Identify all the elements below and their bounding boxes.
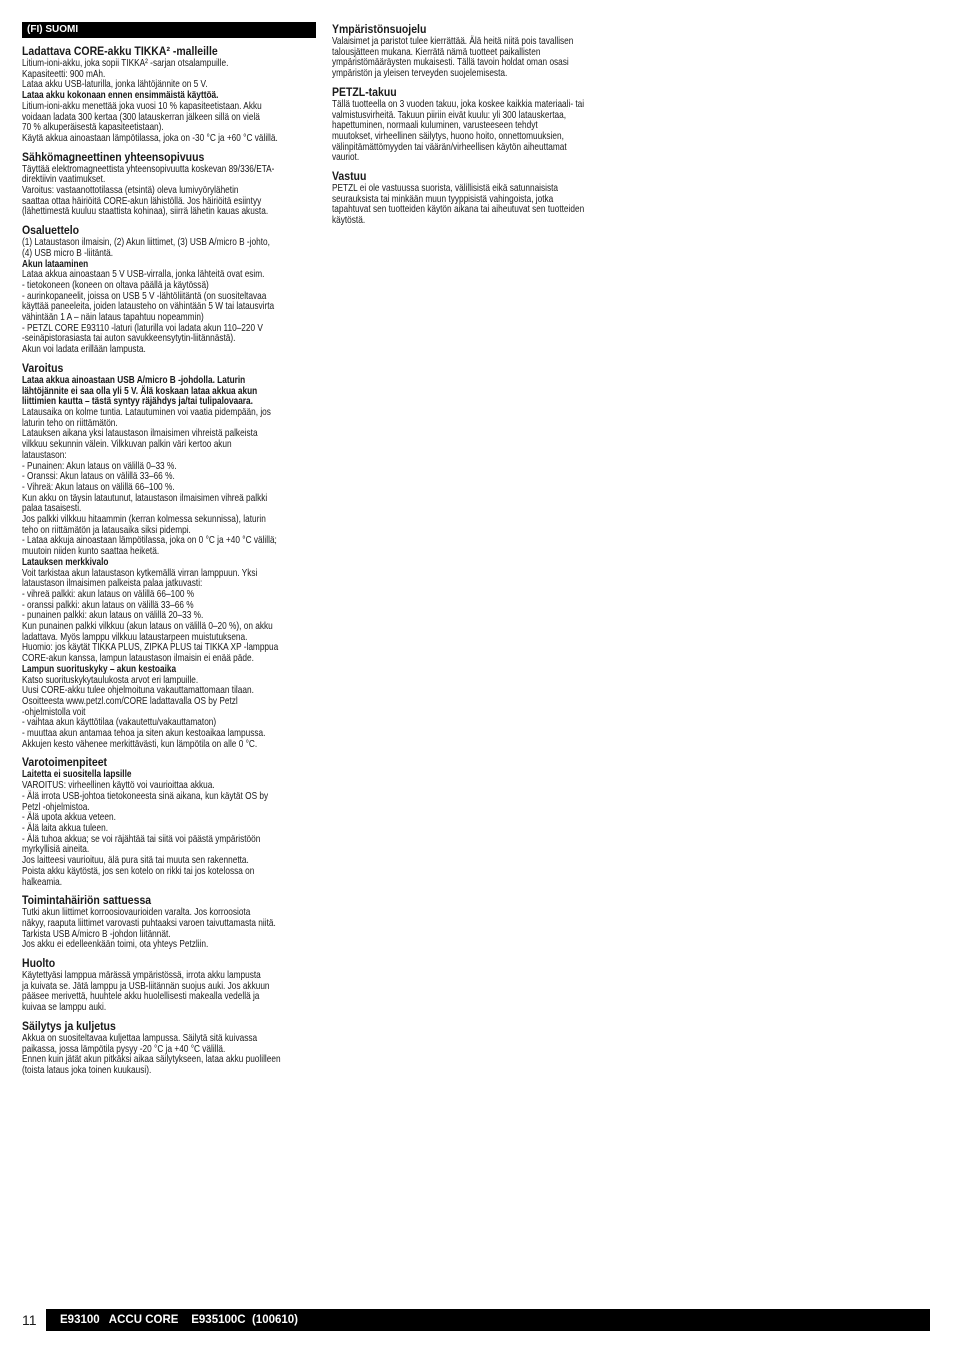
text-line: muutokset, virheellinen säilytys, huono hoito, onnettomuuksien, xyxy=(332,130,564,142)
text-line: muutoin niiden kunto saattaa heiketä. xyxy=(22,546,160,558)
section-heading: Vastuu xyxy=(332,169,367,184)
bold-text-line: Lataa akkua ainoastaan USB A/micro B -johdolla. Laturin xyxy=(22,374,246,386)
text-line: välinpitämättömyyden tai väärän/virheellisen käytön aiheuttamat xyxy=(332,141,567,153)
page-footer xyxy=(22,1309,930,1331)
text-line: valmistusvirheitä. Takuun piiriin eivät kuulu: yli 300 latauskertaa, xyxy=(332,109,567,121)
section-body xyxy=(22,1034,316,1077)
text-line: -ohjelmistolla voit xyxy=(22,706,86,718)
text-line: lataustason: xyxy=(22,449,67,461)
text-line: - Älä upota akkua veteen. xyxy=(22,812,116,824)
section-body xyxy=(22,165,316,219)
section xyxy=(22,223,316,356)
text-line: Katso suorituskykytaulukosta arvot eri lampuille. xyxy=(22,674,199,686)
text-line: vauriot. xyxy=(332,152,360,164)
text-line: Kun akku on täysin latautunut, lataustason ilmaisimen vihreä palkki xyxy=(22,492,268,504)
text-line: Varoitus: vastaanottotilassa (etsintä) oleva lumivyörylähetin xyxy=(22,185,239,197)
text-line: saattaa ottaa häiriöitä CORE-akun lähistöllä. Jos häiriöitä esiintyy xyxy=(22,195,262,207)
bold-text-line: Akun lataaminen xyxy=(22,258,89,270)
text-line: Voit tarkistaa akun lataustason kytkemällä virran lamppuun. Yksi xyxy=(22,567,258,579)
section xyxy=(332,169,622,227)
section-body xyxy=(22,971,316,1014)
section-body xyxy=(22,376,316,751)
section-heading: Varoitus xyxy=(22,360,64,375)
bold-text-line: Laitetta ei suositella lapsille xyxy=(22,769,132,781)
section xyxy=(22,956,316,1014)
text-line: ympäristön ja yleisen terveyden suojelemisesta. xyxy=(332,68,508,80)
text-line: talousjätteen mukana. Kierrätä nämä tuotteet paikallisten xyxy=(332,46,541,58)
text-line: paikassa, jossa lämpötila pysyy -20 °C ja +40 °C välillä. xyxy=(22,1043,226,1055)
text-line: lataustason ilmaisimen palkeista palaa jatkuvasti: xyxy=(22,578,203,590)
text-line: Litium-ioni-akku menettää joka vuosi 10 % kapasiteetistaan. Akku xyxy=(22,100,262,112)
text-line: - Lataa akkuja ainoastaan lämpötilassa, joka on 0 °C ja +40 °C välillä; xyxy=(22,535,277,547)
text-line: - vaihtaa akun käyttötilaa (vakautettu/vakauttamaton) xyxy=(22,717,217,729)
text-line: Käytä akkua ainoastaan lämpötilassa, joka on -30 °C ja +60 °C välillä. xyxy=(22,132,278,144)
text-line: - Älä laita akkua tuleen. xyxy=(22,823,109,834)
left-sections xyxy=(22,44,316,1077)
text-line: Akkujen kesto vähenee merkittävästi, kun lämpötila on alle 0 °C. xyxy=(22,738,258,750)
text-line: Osoitteesta www.petzl.com/CORE ladattavalla OS by Petzl xyxy=(22,695,238,707)
text-line: (1) Lataustason ilmaisin, (2) Akun liittimet, (3) USB A/micro B -johto, xyxy=(22,237,270,249)
section-body xyxy=(332,100,622,164)
text-line: Valaisimet ja paristot tulee kierrättää. Älä heitä niitä pois tavallisen xyxy=(332,36,574,47)
text-line: vähintään 1 A – näin lataus tapahtuu nopeammin) xyxy=(22,312,204,324)
text-line: laturin teho on riittämätön. xyxy=(22,417,118,429)
document-reference: E93100 ACCU CORE E935100C (100610) xyxy=(46,1309,930,1331)
section-body xyxy=(332,37,622,80)
text-line: (toista lataus joka toinen kuukausi). xyxy=(22,1064,152,1076)
text-line: - Vihreä: Akun lataus on välillä 66–100 %. xyxy=(22,481,175,493)
text-line: tapahtuvat sen tuotteiden käytön aikana tai aiheutuvat sen tuotteiden xyxy=(332,204,585,216)
section-heading: PETZL-takuu xyxy=(332,84,397,99)
text-line: Latauksen aikana yksi lataustason ilmaisimen vihreistä palkeista xyxy=(22,428,258,440)
text-line: Ennen kuin jätät akun pitkäksi aikaa säilytykseen, lataa akku puolilleen xyxy=(22,1054,281,1066)
bold-text-line: lähtöjännite ei saa olla yli 5 V. Älä koskaan lataa akkua akun xyxy=(22,385,258,397)
text-line: Kapasiteetti: 900 mAh. xyxy=(22,68,106,80)
text-line: direktiivin vaatimukset. xyxy=(22,174,106,186)
text-line: ja kuivata se. Jätä lamppu ja USB-liitännän suojus auki. Jos akkuun xyxy=(22,980,270,992)
language-header: (FI) SUOMI xyxy=(22,22,316,38)
text-line: -seinäpistorasiasta tai auton savukkeensytytin-liitännästä). xyxy=(22,333,236,345)
section-heading: Sähkömagneettinen yhteensopivuus xyxy=(22,149,205,164)
text-line: Tällä tuotteella on 3 vuoden takuu, joka koskee kaikkia materiaali- tai xyxy=(332,98,585,110)
text-line: hapettuminen, normaali kuluminen, varusteeseen tehdyt xyxy=(332,120,538,132)
section xyxy=(332,85,622,164)
text-line: 70 % alkuperäisestä kapasiteetistaan). xyxy=(22,122,164,134)
text-line: Petzl -ohjelmistoa. xyxy=(22,801,90,813)
text-line: käytöstä. xyxy=(332,215,366,227)
section-heading: Osaluettelo xyxy=(22,223,80,238)
bold-text-line: Lataa akku kokonaan ennen ensimmäistä käyttöä. xyxy=(22,90,219,102)
right-sections xyxy=(332,22,622,227)
text-line: Täyttää elektromagneettista yhteensopivuutta koskevan 89/336/ETA- xyxy=(22,163,275,175)
text-line: - Älä irrota USB-johtoa tietokoneesta sinä aikana, kun käytät OS by xyxy=(22,790,269,802)
section-heading: Säilytys ja kuljetus xyxy=(22,1018,116,1033)
text-line: Jos akku ei edelleenkään toimi, ota yhteys Petzliin. xyxy=(22,939,209,951)
text-line: Huomio: jos käytät TIKKA PLUS, ZIPKA PLUS tai TIKKA XP -lamppua xyxy=(22,642,279,654)
text-line: seurauksista tai minkään muun tyyppisistä vahingoista, jotka xyxy=(332,193,554,205)
text-line: Kun punainen palkki vilkkuu (akun lataus on välillä 0–20 %), on akku xyxy=(22,621,273,633)
section-body xyxy=(22,770,316,888)
text-line: Litium-ioni-akku, joka sopii TIKKA² -sarjan otsalampuille. xyxy=(22,58,229,69)
text-line: Tutki akun liittimet korroosiovaurioiden varalta. Jos korroosiota xyxy=(22,907,251,919)
text-line: Lataa akkua ainoastaan 5 V USB-virralla, jonka lähteitä ovat esim. xyxy=(22,269,265,281)
text-line: - Älä tuhoa akkua; se voi räjähtää tai siitä voi päästä ympäristöön xyxy=(22,833,261,845)
text-line: Tarkista USB A/micro B -johdon liitännät. xyxy=(22,928,171,940)
section xyxy=(22,150,316,219)
section-heading: Toimintahäiriön sattuessa xyxy=(22,893,152,908)
text-line: pääsee merivettä, huuhtele akku huolellisesti makealla vedellä ja xyxy=(22,991,260,1003)
text-line: - muuttaa akun antamaa tehoa ja siten akun kestoaikaa lampussa. xyxy=(22,728,266,740)
text-line: käyttää paneeleita, joiden latausteho on vähintään 5 W tai latausvirta xyxy=(22,301,275,313)
section-body xyxy=(332,184,622,227)
section-heading: Varotoimenpiteet xyxy=(22,755,108,770)
text-line: Uusi CORE-akku tulee ohjelmoituna vakauttamattomaan tilaan. xyxy=(22,685,254,697)
text-line: - vihreä palkki: akun lataus on välillä 66–100 % xyxy=(22,588,195,600)
section-body xyxy=(22,59,316,145)
text-line: myrkyllisiä aineita. xyxy=(22,844,90,856)
text-line: ladattava. Myös lamppu vilkkuu lataustarpeen muistutuksena. xyxy=(22,631,248,643)
text-line: - tietokoneen (koneen on oltava päällä ja käytössä) xyxy=(22,279,209,291)
text-line: Jos laitteesi vaurioituu, älä pura sitä tai muuta sen rakennetta. xyxy=(22,855,249,867)
section xyxy=(332,22,622,80)
section-heading: Ladattava CORE-akku TIKKA² -malleille xyxy=(22,44,218,58)
section-heading: Ympäristönsuojelu xyxy=(332,22,427,36)
text-line: palaa tasaisesti. xyxy=(22,503,82,515)
text-line: kuivaa se lamppu auki. xyxy=(22,1002,107,1014)
text-line: - aurinkopaneelit, joissa on USB 5 V -lähtöliitäntä (on suositeltavaa xyxy=(22,290,267,302)
bold-text-line: Lampun suorituskyky – akun kestoaika xyxy=(22,663,177,675)
section xyxy=(22,361,316,751)
text-line: ympäristömääräysten mukaisesti. Tällä tavoin holdat oman osasi xyxy=(332,57,569,69)
page-number: 11 xyxy=(22,1312,37,1328)
text-line: (4) USB micro B -liitäntä. xyxy=(22,247,114,259)
text-line: (lähettimestä kuuluu staattista kohinaa), siirrä lähetin kauas akusta. xyxy=(22,206,269,218)
bold-text-line: Latauksen merkkivalo xyxy=(22,556,109,568)
text-line: näkyy, raaputa liittimet varovasti puhtaaksi varoen taivuttamasta niitä. xyxy=(22,917,276,929)
text-line: voidaan ladata 300 kertaa (300 latauskerran jälkeen sillä on vielä xyxy=(22,111,260,123)
section-body xyxy=(22,908,316,951)
text-line: Latausaika on kolme tuntia. Latautuminen voi vaatia pidempään, jos xyxy=(22,406,271,418)
text-line: halkeamia. xyxy=(22,876,63,888)
text-line: Jos palkki vilkkuu hitaammin (kerran kolmessa sekunnissa), laturin xyxy=(22,514,266,526)
left-column xyxy=(22,22,316,1082)
text-line: - punainen palkki: akun lataus on välillä 20–33 %. xyxy=(22,610,204,622)
text-line: vilkkuu sekunnin välein. Vilkkuvan palkin väri kertoo akun xyxy=(22,439,232,451)
bold-text-line: liittimien kautta – tästä syntyy räjähdys ja/tai tulipalovaara. xyxy=(22,396,253,408)
text-line: PETZL ei ole vastuussa suorista, välillisistä eikä satunnaisista xyxy=(332,183,559,195)
text-line: Lataa akku USB-laturilla, jonka lähtöjännite on 5 V. xyxy=(22,79,208,91)
text-line: - oranssi palkki: akun lataus on välillä 33–66 % xyxy=(22,599,194,611)
text-line: - Oranssi: Akun lataus on välillä 33–66 %. xyxy=(22,471,175,483)
text-line: Käytettyäsi lamppua märässä ympäristössä, irrota akku lampusta xyxy=(22,970,261,982)
text-line: CORE-akun kanssa, lampun lataustason ilmaisin ei enää päde. xyxy=(22,653,254,665)
text-line: Akun voi ladata erillään lampusta. xyxy=(22,344,146,356)
right-column xyxy=(332,22,622,232)
text-line: Poista akku käytöstä, jos sen kotelo on rikki tai jos kotelossa on xyxy=(22,865,255,877)
section xyxy=(22,893,316,951)
text-line: - PETZL CORE E93110 -laturi (laturilla voi ladata akun 110–220 V xyxy=(22,322,263,334)
section xyxy=(22,755,316,888)
section-heading: Huolto xyxy=(22,956,56,971)
section xyxy=(22,44,316,145)
section-body xyxy=(22,238,316,356)
text-line: - Punainen: Akun lataus on välillä 0–33 %. xyxy=(22,460,177,472)
text-line: VAROITUS: virheellinen käyttö voi vaurioittaa akkua. xyxy=(22,780,215,792)
text-line: teho on riittämätön ja latausaika siksi pidempi. xyxy=(22,524,191,536)
text-line: Akkua on suositeltavaa kuljettaa lampussa. Säilytä sitä kuivassa xyxy=(22,1032,258,1044)
section xyxy=(22,1019,316,1077)
